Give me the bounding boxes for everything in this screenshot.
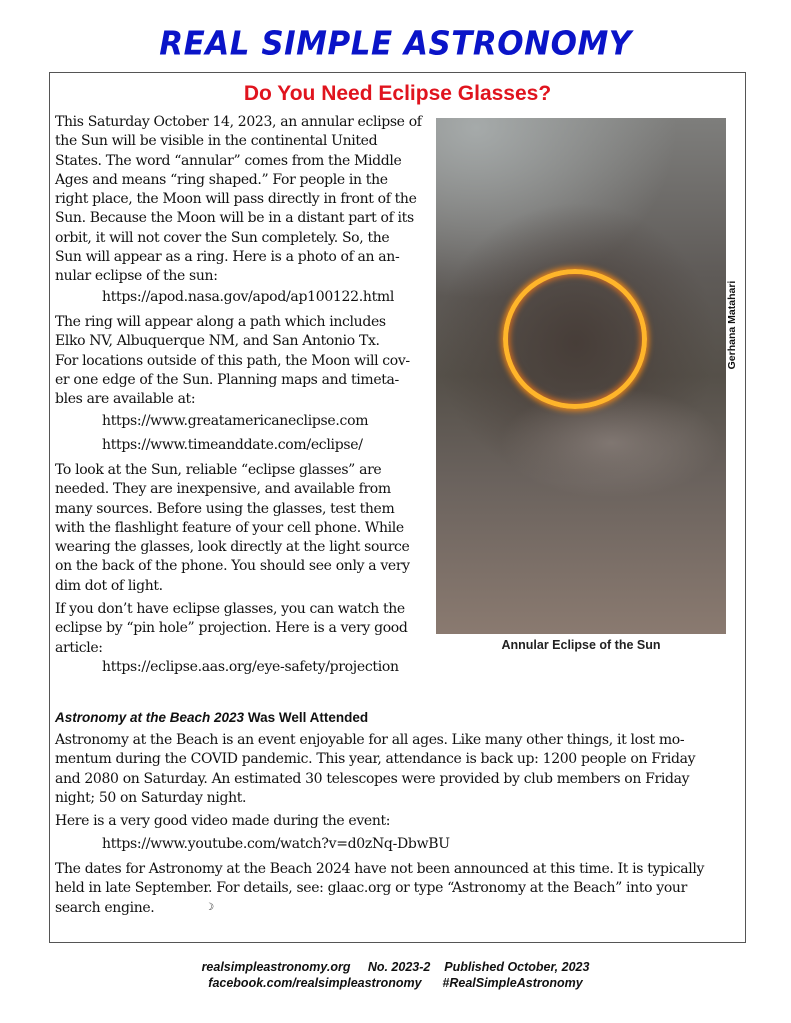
article2-headline (55, 710, 368, 725)
paragraph-glasses (55, 461, 410, 596)
link-timeanddate[interactable]: https://www.timeanddate.com/eclipse/ (102, 437, 363, 453)
text-line: Astronomy at the Beach is an event enjoyable for all ages. Like many other things, it lost mo- (55, 732, 685, 748)
text-line: many sources. Before using the glasses, test them (55, 500, 395, 517)
text-line: er one edge of the Sun. Planning maps and timeta- (55, 371, 399, 388)
paragraph-path (55, 313, 410, 409)
text-line: For locations outside of this path, the Moon will cov- (55, 352, 410, 369)
link-apod[interactable]: https://apod.nasa.gov/apod/ap100122.html (102, 289, 395, 305)
text-line: wearing the glasses, look directly at the light source (55, 539, 410, 556)
text-line: Sun will appear as a ring. Here is a photo of an an- (55, 249, 400, 266)
paragraph-pinhole (55, 600, 407, 658)
article-headline: Do You Need Eclipse Glasses? (243, 82, 552, 105)
text-line: States. The word “annular” comes from the Middle (55, 152, 402, 169)
text-line: To look at the Sun, reliable “eclipse glasses” are (55, 462, 382, 478)
paragraph-beach (55, 731, 695, 808)
text-line: right place, the Moon will pass directly in front of the (55, 191, 417, 208)
text-line: nular eclipse of the sun: (55, 268, 218, 285)
text-line: This Saturday October 14, 2023, an annular eclipse of (55, 114, 422, 130)
text-line: orbit, it will not cover the Sun completely. So, the (55, 229, 390, 246)
masthead-title: REAL SIMPLE ASTRONOMY (159, 25, 632, 63)
photo-credit: Gerhana Matahari (726, 280, 738, 370)
crescent-moon-icon: ☽ (205, 902, 214, 913)
paragraph-intro (55, 113, 422, 287)
text-line: article: (55, 639, 103, 656)
paragraph-video (55, 812, 390, 831)
text-line: The dates for Astronomy at the Beach 2024 have not been announced at this time. It is typically (55, 861, 705, 877)
link-great-american-eclipse[interactable]: https://www.greatamericaneclipse.com (102, 413, 369, 429)
link-youtube[interactable]: https://www.youtube.com/watch?v=d0zNq-DbwBU (102, 836, 450, 852)
text-line: bles are available at: (55, 391, 196, 408)
link-aas-projection[interactable]: https://eclipse.aas.org/eye-safety/projection (102, 659, 399, 675)
text-line: Ages and means “ring shaped.” For people in the (55, 171, 388, 188)
article2-headline-rest: Was Well Attended (244, 710, 369, 725)
article2-headline-italic: Astronomy at the Beach 2023 (55, 710, 245, 725)
text-line: Elko NV, Albuquerque NM, and San Antonio Tx. (55, 333, 380, 350)
text-line: and 2080 on Saturday. An estimated 30 telescopes were provided by club members on Friday (55, 770, 690, 787)
text-line: held in late September. For details, see: glaac.org or type “Astronomy at the Beach” into your (55, 880, 687, 897)
text-line: dim dot of light. (55, 577, 163, 594)
text-line: with the flashlight feature of your cell phone. While (55, 519, 404, 536)
text-line: the Sun will be visible in the continental United (55, 133, 378, 150)
text-line: search engine. (55, 899, 155, 916)
text-line: night; 50 on Saturday night. (55, 789, 247, 806)
footer-line-1: realsimpleastronomy.org No. 2023-2 Published October, 2023 (201, 960, 590, 974)
text-line: The ring will appear along a path which includes (55, 314, 386, 330)
text-line: mentum during the COVID pandemic. This year, attendance is back up: 1200 people on Friday (55, 751, 696, 768)
text-line: on the back of the phone. You should see only a very (55, 558, 410, 575)
text-line: Sun. Because the Moon will be in a distant part of its (55, 210, 414, 227)
footer-line-2: facebook.com/realsimpleastronomy #RealSimpleAstronomy (208, 976, 583, 990)
text-line: needed. They are inexpensive, and available from (55, 481, 391, 498)
text-line: Here is a very good video made during the event: (55, 813, 391, 829)
eclipse-photo (436, 118, 726, 634)
paragraph-2024 (55, 860, 704, 918)
text-line: eclipse by “pin hole” projection. Here is a very good (55, 620, 408, 637)
text-line: If you don’t have eclipse glasses, you can watch the (55, 601, 405, 617)
annular-ring-image (503, 269, 647, 409)
photo-caption: Annular Eclipse of the Sun (501, 638, 661, 652)
